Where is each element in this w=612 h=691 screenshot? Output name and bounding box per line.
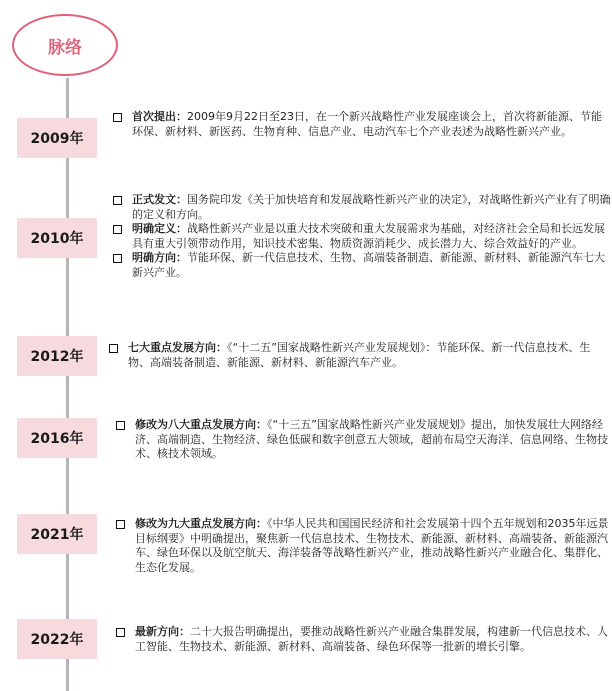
item-label: 最新方向： bbox=[135, 625, 190, 638]
list-item bbox=[115, 625, 612, 654]
list-item bbox=[112, 193, 612, 222]
year-badge-2012 bbox=[17, 336, 97, 376]
timeline-spine bbox=[66, 78, 69, 691]
item-text: 《“十二五”国家战略性新兴产业发展规划》：节能环保、新一代信息技术、生物、高端装备制造、新能源、新材料、新能源汽车产业。 bbox=[128, 341, 591, 369]
year-badge-2022 bbox=[17, 619, 97, 659]
square-bullet-icon bbox=[113, 196, 122, 205]
square-bullet-icon bbox=[113, 254, 122, 263]
item-text: 二十大报告明确提出，要推动战略性新兴产业融合集群发展，构建新一代信息技术、人工智能、生物技术、新能源、新材料、高端装备、绿色环保等一批新的增长引擎。 bbox=[135, 625, 608, 653]
timeline-entry-2009 bbox=[112, 110, 612, 139]
year-label: 2021年 bbox=[30, 527, 84, 543]
year-badge-2021 bbox=[17, 514, 97, 554]
square-bullet-icon bbox=[116, 628, 125, 637]
square-bullet-icon bbox=[113, 113, 122, 122]
list-item bbox=[112, 251, 612, 280]
year-label: 2016年 bbox=[30, 431, 84, 447]
year-label: 2009年 bbox=[30, 131, 84, 147]
item-label: 修改为九大重点发展方向： bbox=[135, 517, 267, 530]
list-item bbox=[112, 110, 612, 139]
item-text: 战略性新兴产业是以重大技术突破和重大发展需求为基础，对经济社会全局和长远发展具有重大引领带动作用，知识技术密集、物质资源消耗少、成长潜力大、综合效益好的产业。 bbox=[132, 222, 605, 250]
timeline-entry-2022 bbox=[115, 625, 612, 654]
item-text: 《“十三五”国家战略性新兴产业发展规划》提出，加快发展壮大网络经济、高端制造、生物经济、绿色低碳和数字创意五大领域，超前布局空天海洋、信息网络、生物技术、核技术领域。 bbox=[135, 418, 608, 461]
item-text: 2009年9月22日至23日，在一个新兴战略性产业发展座谈会上，首次将新能源、节能环保、新材料、新医药、生物育种、信息产业、电动汽车七个产业表述为战略性新兴产业。 bbox=[132, 110, 602, 138]
item-label: 明确方向： bbox=[132, 251, 187, 265]
year-label: 2012年 bbox=[30, 349, 84, 365]
item-text: 国务院印发《关于加快培育和发展战略性新兴产业的决定》，对战略性新兴产业有了明确的定义和方向。 bbox=[132, 193, 611, 221]
item-label: 正式发文： bbox=[132, 193, 187, 206]
timeline-entry-2016 bbox=[115, 418, 612, 462]
square-bullet-icon bbox=[116, 520, 125, 529]
item-text: 节能环保、新一代信息技术、生物、高端装备制造、新能源、新材料、新能源汽车七大新兴产业。 bbox=[132, 251, 605, 279]
timeline-entry-2010 bbox=[112, 193, 612, 281]
list-item bbox=[115, 418, 612, 462]
item-label: 首次提出： bbox=[132, 110, 187, 123]
list-item bbox=[115, 517, 612, 575]
timeline-entry-2012 bbox=[108, 341, 608, 370]
year-label: 2010年 bbox=[30, 231, 84, 247]
page-title: 脉络 bbox=[48, 37, 82, 58]
timeline-entry-2021 bbox=[115, 517, 612, 575]
item-text: 《中华人民共和国国民经济和社会发展第十四个五年规划和2035年远景目标纲要》中明确提出，聚焦新一代信息技术、生物技术、新能源、新材料、高端装备、新能源汽车、绿色环保以及航空航天、海洋装备等战略性新兴产业，推动战略性新兴产业融合化、集群化、生态化发展。 bbox=[135, 517, 609, 574]
item-label: 明确定义： bbox=[132, 222, 187, 236]
list-item bbox=[108, 341, 608, 370]
year-badge-2009 bbox=[17, 118, 97, 158]
year-badge-2010 bbox=[17, 218, 97, 258]
square-bullet-icon bbox=[116, 421, 125, 430]
year-badge-2016 bbox=[17, 418, 97, 458]
square-bullet-icon bbox=[109, 344, 118, 353]
year-label: 2022年 bbox=[30, 632, 84, 648]
item-label: 修改为八大重点发展方向： bbox=[135, 418, 267, 431]
square-bullet-icon bbox=[113, 225, 122, 234]
title-oval bbox=[12, 14, 118, 76]
item-label: 七大重点发展方向： bbox=[128, 341, 227, 354]
list-item bbox=[112, 222, 612, 251]
